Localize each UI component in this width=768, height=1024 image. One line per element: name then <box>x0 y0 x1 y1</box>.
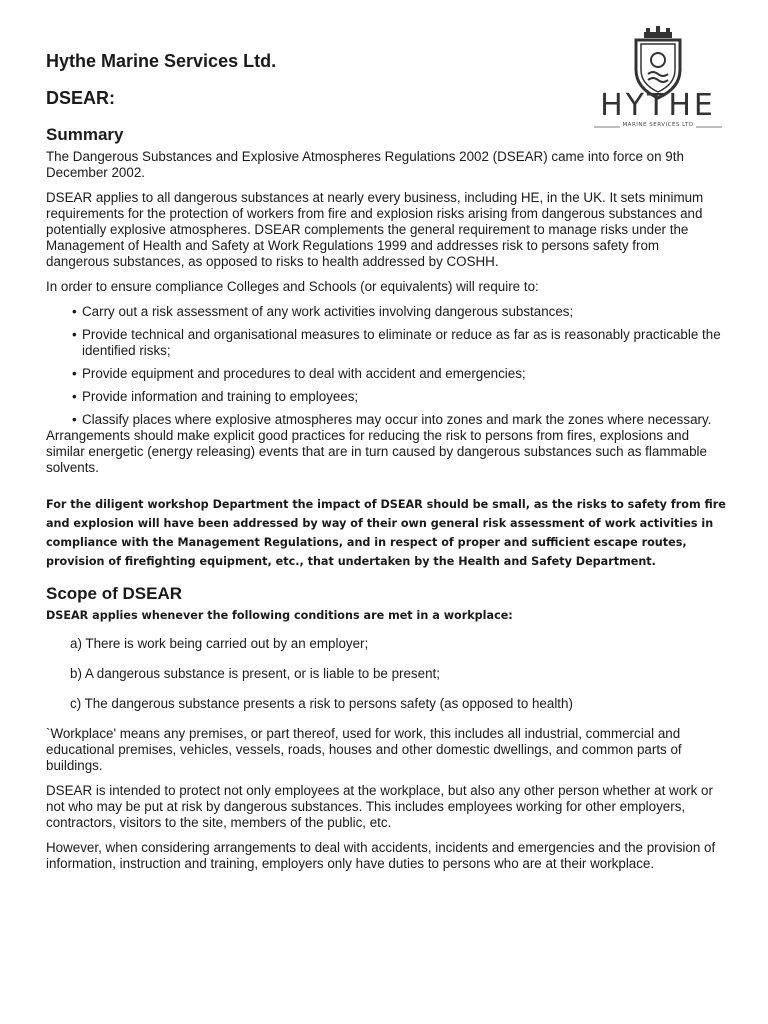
company-logo <box>590 26 726 134</box>
summary-heading: Summary <box>46 125 124 144</box>
scope-paragraph: `Workplace' means any premises, or part thereof, used for work, this includes all industrial, commercial and educational premises, vehicles, vessels, roads, houses and other domestic dwellings, and common parts of buildings. <box>46 726 682 773</box>
list-item: a) There is work being carried out by an employer; <box>70 636 369 651</box>
scope-paragraph: However, when considering arrangements to deal with accidents, incidents and emergencies and the provision of information, instruction and training, employers only have duties to persons who are at their workplace. <box>46 840 716 871</box>
list-item: • Classify places where explosive atmospheres may occur into zones and mark the zones where necessary. <box>68 412 726 428</box>
document-body <box>46 124 726 881</box>
list-item: • Provide information and training to employees; <box>68 389 726 405</box>
summary-paragraph: The Dangerous Substances and Explosive Atmospheres Regulations 2002 (DSEAR) came into force on 9th December 2002. <box>46 149 684 180</box>
logo-wordmark: HYTHE <box>600 88 716 123</box>
list-item: c) The dangerous substance presents a risk to persons safety (as opposed to health) <box>70 696 573 711</box>
summary-paragraph: Arrangements should make explicit good practices for reducing the risk to persons from fires, explosions and similar energetic (energy releasing) events that are in turn caused by dangerous substances such as flammable solvents. <box>46 428 707 475</box>
conditions-list <box>46 636 726 712</box>
summary-paragraph: In order to ensure compliance Colleges and Schools (or equivalents) will require to: <box>46 279 539 294</box>
list-item: • Carry out a risk assessment of any work activities involving dangerous substances; <box>68 304 726 320</box>
scope-paragraph: DSEAR is intended to protect not only employees at the workplace, but also any other person whether at work or not who may be put at risk by dangerous substances. This includes employees working for other employers, contractors, visitors to the site, members of the public, etc. <box>46 783 713 830</box>
workshop-note: For the diligent workshop Department the impact of DSEAR should be small, as the risks to safety from fire and explosion will have been addressed by way of their own general risk assessment of work activities in compliance with the Management Regulations, and in respect of proper and sufficient escape routes, provision of firefighting equipment, etc., that undertaken by the Health and Safety Department. <box>46 498 726 568</box>
scope-heading: Scope of DSEAR <box>46 584 183 603</box>
summary-paragraph: DSEAR applies to all dangerous substances at nearly every business, including HE, in the UK. It sets minimum requirements for the protection of workers from fire and explosion risks arising from dangerous substances and potentially explosive atmospheres. DSEAR complements the general requirement to manage risks under the Management of Health and Safety at Work Regulations 1999 and addresses risk to persons safety from dangerous substances, as opposed to risks to health addressed by COSHH. <box>46 190 704 269</box>
list-item: • Provide technical and organisational measures to eliminate or reduce as far as is reasonably practicable the identified risks; <box>68 327 726 359</box>
list-item: b) A dangerous substance is present, or is liable to be present; <box>70 666 440 681</box>
requirements-list <box>46 304 726 428</box>
logo-tagline: MARINE SERVICES LTD <box>622 122 694 128</box>
company-name: Hythe Marine Services Ltd. <box>46 51 277 71</box>
scope-intro: DSEAR applies whenever the following conditions are met in a workplace: <box>46 609 513 622</box>
list-item: • Provide equipment and procedures to deal with accident and emergencies; <box>68 366 726 382</box>
document-title: DSEAR: <box>46 88 116 108</box>
